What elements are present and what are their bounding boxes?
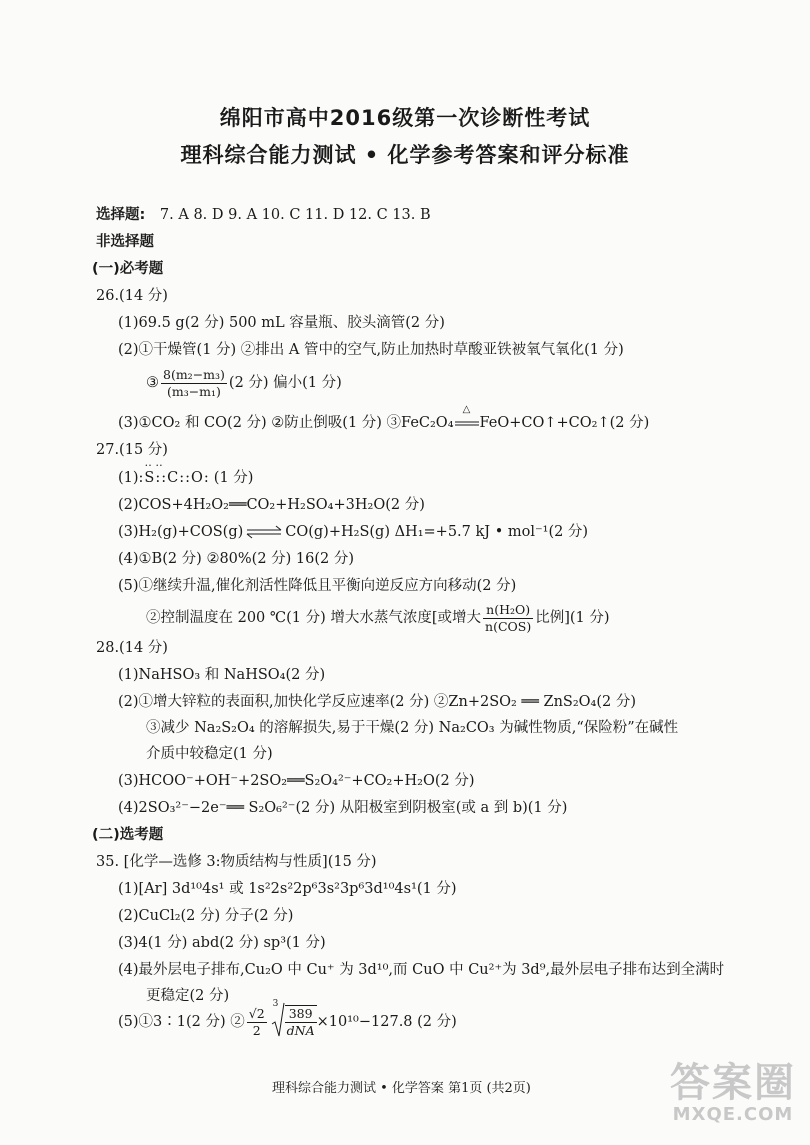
q26-heading: 26.(14 分) bbox=[96, 288, 168, 304]
q35-radicand bbox=[285, 1005, 317, 1039]
equilibrium-arrow-icon bbox=[245, 525, 283, 539]
q27-part6 bbox=[146, 601, 610, 635]
q35-part4: (4)最外层电子排布,Cu₂O 中 Cu⁺ 为 3d¹⁰,而 CuO 中 Cu²⁺为 3d⁹,最外层电子排布达到全满时 bbox=[118, 962, 725, 978]
mcq-row bbox=[96, 205, 431, 225]
q26-frac-den: (m₃−m₁) bbox=[166, 383, 221, 399]
q35-sqrt2-fraction bbox=[247, 1006, 267, 1039]
q26-part3 bbox=[118, 404, 650, 433]
q27-part6-suffix: 比例](1 分) bbox=[535, 610, 610, 626]
heat-arrow bbox=[454, 404, 480, 433]
q26-part3-a: (3)①CO₂ 和 CO(2 分) ②防止倒吸(1 分) ③FeC₂O₄ bbox=[118, 415, 454, 431]
q35-part1: (1)[Ar] 3d¹⁰4s¹ 或 1s²2s²2p⁶3s²3p⁶3d¹⁰4s¹(1 分) bbox=[118, 881, 457, 897]
q27-part2: (2)COS+4H₂O₂══CO₂+H₂SO₄+3H₂O(2 分) bbox=[118, 497, 425, 513]
section-nonchoice: 非选择题 bbox=[96, 234, 154, 250]
cube-root bbox=[271, 999, 317, 1042]
q35-rad-den: dNA bbox=[286, 1023, 315, 1038]
q27-part6-prefix: ②控制温度在 200 ℃(1 分) 增大水蒸气浓度[或增大 bbox=[146, 610, 482, 626]
section-elective: (二)选考题 bbox=[92, 827, 164, 843]
heat-triangle-icon: △ bbox=[462, 404, 471, 415]
watermark-url: MXQE.COM bbox=[672, 1104, 794, 1125]
q26-part3-b: FeO+CO↑+CO₂↑(2 分) bbox=[479, 415, 650, 431]
q27-part1-suffix: (1 分) bbox=[213, 470, 254, 486]
q28-part6: (4)2SO₃²⁻−2e⁻══ S₂O₆²⁻(2 分) 从阳极室到阴极室(或 a 到 b)(1 分) bbox=[118, 800, 568, 816]
section-required: (一)必考题 bbox=[92, 261, 164, 277]
q27-frac-den: n(COS) bbox=[485, 618, 532, 634]
q28-heading: 28.(14 分) bbox=[96, 640, 168, 656]
root-index: 3 bbox=[272, 999, 279, 1009]
title-line2: 理科综合能力测试 • 化学参考答案和评分标准 bbox=[180, 143, 630, 167]
q27-part1 bbox=[118, 456, 254, 488]
q28-part5: (3)HCOO⁻+OH⁻+2SO₂══S₂O₄²⁻+CO₂+H₂O(2 分) bbox=[118, 773, 475, 789]
q35-part6 bbox=[118, 999, 457, 1042]
q27-part5: (5)①继续升温,催化剂活性降低且平衡向逆反应方向移动(2 分) bbox=[118, 578, 517, 594]
mcq-answers: 7. A 8. D 9. A 10. C 11. D 12. C 13. B bbox=[159, 207, 431, 223]
q26-frac-num: 8(m₂−m₃) bbox=[163, 366, 225, 382]
q35-rad-num: 389 bbox=[285, 1006, 317, 1023]
q26-part2-suffix: (2 分) 偏小(1 分) bbox=[228, 375, 342, 391]
q35-part6-suffix: ×10¹⁰−127.8 (2 分) bbox=[316, 1014, 457, 1030]
q27-part4: (4)①B(2 分) ②80%(2 分) 16(2 分) bbox=[118, 551, 355, 567]
lone-pair-dots: ‥ ‥ bbox=[144, 456, 163, 469]
radical-sign-icon bbox=[271, 999, 285, 1038]
q28-part4: 介质中较稳定(1 分) bbox=[146, 746, 273, 762]
q35-part3: (3)4(1 分) abd(2 分) sp³(1 分) bbox=[118, 935, 326, 951]
mcq-label: 选择题: bbox=[96, 207, 146, 223]
cos-formula: :S::C::O: bbox=[138, 470, 210, 486]
q35-frac-den: 2 bbox=[252, 1022, 261, 1038]
q26-part2-formula bbox=[146, 366, 342, 400]
page-footer: 理科综合能力测试 • 化学答案 第1页 (共2页) bbox=[272, 1081, 531, 1096]
q28-part1: (1)NaHSO₃ 和 NaHSO₄(2 分) bbox=[118, 667, 326, 683]
q35-part6-prefix: (5)①3∶1(2 分) ② bbox=[118, 1014, 245, 1030]
q27-heading: 27.(15 分) bbox=[96, 442, 168, 458]
q26-part1: (1)69.5 g(2 分) 500 mL 容量瓶、胶头滴管(2 分) bbox=[118, 315, 445, 331]
title-line1: 绵阳市高中2016级第一次诊断性考试 bbox=[219, 106, 591, 130]
q27-part1-prefix: (1) bbox=[118, 470, 139, 486]
q28-part3: ③减少 Na₂S₂O₄ 的溶解损失,易于干燥(2 分) Na₂CO₃ 为碱性物质,“保险粉”在碱性 bbox=[146, 720, 679, 736]
q26-fraction bbox=[161, 367, 227, 400]
q35-heading: 35. [化学—选修 3:物质结构与性质](15 分) bbox=[96, 854, 377, 870]
q26-circle3: ③ bbox=[146, 375, 159, 391]
q27-frac-num: n(H₂O) bbox=[483, 602, 533, 619]
q35-part5: 更稳定(2 分) bbox=[146, 988, 230, 1004]
q27-fraction bbox=[483, 602, 533, 635]
cos-electron-formula bbox=[138, 456, 210, 488]
q27-part3-a: (3)H₂(g)+COS(g) bbox=[118, 524, 244, 540]
q35-frac-num: √2 bbox=[248, 1005, 265, 1021]
q35-part2: (2)CuCl₂(2 分) 分子(2 分) bbox=[118, 908, 294, 924]
q28-part2: (2)①增大锌粒的表面积,加快化学反应速率(2 分) ②Zn+2SO₂ ══ ZnS₂O₄(2 分) bbox=[118, 694, 637, 710]
q27-part3 bbox=[118, 522, 588, 542]
watermark bbox=[670, 1061, 796, 1125]
q27-part3-b: CO(g)+H₂S(g) ΔH₁=+5.7 kJ • mol⁻¹(2 分) bbox=[285, 524, 589, 540]
watermark-logo-text: 答案圈 bbox=[670, 1060, 796, 1106]
q26-part2: (2)①干燥管(1 分) ②排出 A 管中的空气,防止加热时草酸亚铁被氧气氧化(1 分) bbox=[118, 342, 624, 358]
double-line-icon bbox=[454, 413, 480, 433]
